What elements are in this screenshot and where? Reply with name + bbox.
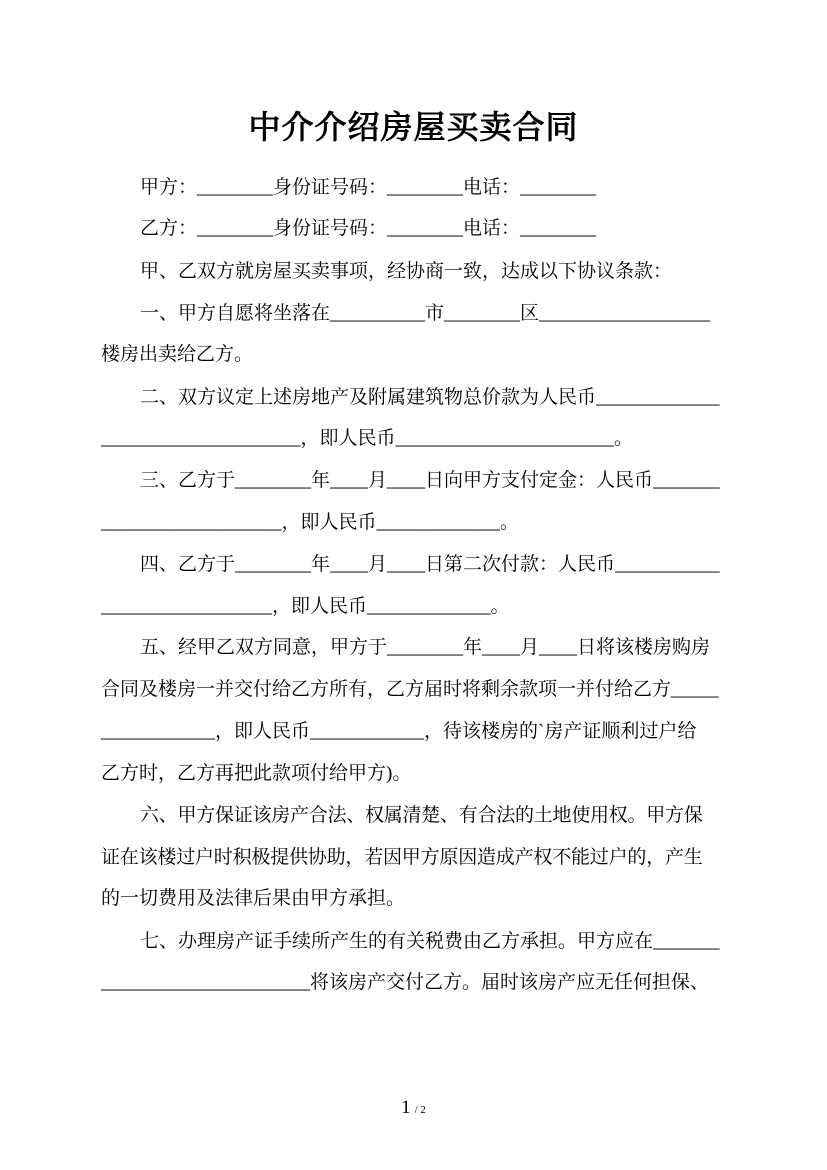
total-price-blank-cont: _____________________ xyxy=(101,428,301,449)
party-b-line xyxy=(140,217,596,241)
period: 。 xyxy=(614,428,634,449)
clause-3-text-2: 日向甲方支付定金：人民币 xyxy=(425,470,654,491)
clause-5-text-2: 日将该楼房购房 xyxy=(577,637,711,658)
rmb-label: ，即人民币 xyxy=(215,721,311,742)
year-label: 年 xyxy=(463,637,483,658)
clause-6-text-3: 的一切费用及法律后果由甲方承担。 xyxy=(101,888,406,909)
party-b-phone-blank: ________ xyxy=(520,218,597,239)
deposit-month-blank: ____ xyxy=(330,470,369,491)
clause-5-line-4 xyxy=(101,762,411,786)
city-blank: __________ xyxy=(330,303,426,324)
district-blank: ________ xyxy=(444,303,521,324)
clause-5-text-3: 合同及楼房一并交付给乙方所有，乙方届时将剩余款项一并付给乙方 xyxy=(101,679,672,700)
clause-1-line-cont xyxy=(101,343,253,367)
party-b-id-label: 身份证号码： xyxy=(273,218,388,239)
second-payment-amount-blank-cont: __________________ xyxy=(101,596,272,617)
rmb-label: ，即人民币 xyxy=(281,512,377,533)
month-label: 月 xyxy=(368,470,388,491)
month-label: 月 xyxy=(520,637,540,658)
deposit-words-blank: _____________ xyxy=(376,512,501,533)
clause-6-text-2: 证在该楼过户时积极提供协助，若因甲方原因造成产权不能过户的，产生 xyxy=(101,847,703,868)
remaining-amount-blank: _____ xyxy=(671,679,719,700)
district-label: 区 xyxy=(520,303,540,324)
page-number-current: 1 xyxy=(401,1097,411,1118)
handover-month-blank: ____ xyxy=(482,637,521,658)
clause-6-line xyxy=(140,804,703,828)
party-a-name-blank: ________ xyxy=(197,177,274,198)
clause-5-line-3 xyxy=(101,720,696,744)
page-number-total: / 2 xyxy=(414,1104,426,1116)
total-price-words-blank: _______________________ xyxy=(395,428,615,449)
clause-3-line-cont xyxy=(101,511,519,535)
party-b-id-blank: ________ xyxy=(387,218,464,239)
address-blank: __________________ xyxy=(539,303,711,324)
handover-day-blank: ____ xyxy=(539,637,578,658)
clause-6-line-3 xyxy=(101,887,405,911)
year-label: 年 xyxy=(311,554,331,575)
period: 。 xyxy=(490,596,510,617)
party-a-id-blank: ________ xyxy=(387,177,464,198)
party-a-id-label: 身份证号码： xyxy=(273,177,388,198)
clause-4-line-cont xyxy=(101,595,510,619)
party-a-line xyxy=(140,176,596,200)
party-a-phone-label: 电话： xyxy=(463,177,521,198)
clause-7-text: 七、办理房产证手续所产生的有关税费由乙方承担。甲方应在 xyxy=(140,931,654,952)
clause-2-line-cont xyxy=(101,427,633,451)
rmb-label: ，即人民币 xyxy=(272,596,368,617)
deposit-day-blank: ____ xyxy=(387,470,426,491)
preamble-line xyxy=(140,260,672,284)
total-price-blank: _____________ xyxy=(596,387,720,408)
party-b-phone-label: 电话： xyxy=(463,218,521,239)
document-title: 中介介绍房屋买卖合同 xyxy=(248,109,579,145)
delivery-date-blank: _______ xyxy=(653,931,720,952)
clause-1-line xyxy=(140,302,710,326)
handover-year-blank: ________ xyxy=(387,637,464,658)
delivery-date-blank-cont: ______________________ xyxy=(101,972,310,993)
period: 。 xyxy=(500,512,520,533)
second-payment-year-blank: ________ xyxy=(235,554,312,575)
clause-5-line xyxy=(140,636,710,660)
second-payment-amount-blank: ___________ xyxy=(615,554,720,575)
clause-2-line xyxy=(140,386,720,410)
clause-5-text-4: ，待该楼房的`房产证顺利过户给 xyxy=(424,721,697,742)
remaining-amount-blank-cont: ____________ xyxy=(101,721,215,742)
clause-7-text-2: 将该房产交付乙方。届时该房产应无任何担保、 xyxy=(310,972,710,993)
city-label: 市 xyxy=(425,303,445,324)
year-label: 年 xyxy=(311,470,331,491)
clause-5-text-5: 乙方时，乙方再把此款项付给甲方)。 xyxy=(101,763,412,784)
deposit-amount-blank: _______ xyxy=(653,470,720,491)
party-a-label: 甲方： xyxy=(140,177,198,198)
clause-3-text: 三、乙方于 xyxy=(140,470,236,491)
party-b-label: 乙方： xyxy=(140,218,198,239)
clause-1-text: 一、甲方自愿将坐落在 xyxy=(140,303,331,324)
clause-7-line xyxy=(140,930,720,954)
clause-7-line-2 xyxy=(101,971,709,995)
party-a-phone-blank: ________ xyxy=(520,177,597,198)
preamble-text: 甲、乙双方就房屋买卖事项，经协商一致，达成以下协议条款： xyxy=(140,261,673,282)
month-label: 月 xyxy=(368,554,388,575)
page-number xyxy=(0,1096,827,1122)
clause-4-text-2: 日第二次付款：人民币 xyxy=(425,554,616,575)
clause-5-text: 五、经甲乙双方同意，甲方于 xyxy=(140,637,388,658)
clause-4-text: 四、乙方于 xyxy=(140,554,236,575)
clause-6-text: 六、甲方保证该房产合法、权属清楚、有合法的土地使用权。甲方保 xyxy=(140,805,703,826)
clause-1-text-cont: 楼房出卖给乙方。 xyxy=(101,344,254,365)
second-payment-month-blank: ____ xyxy=(330,554,369,575)
second-payment-day-blank: ____ xyxy=(387,554,426,575)
deposit-year-blank: ________ xyxy=(235,470,312,491)
clause-4-line xyxy=(140,553,720,577)
second-payment-words-blank: _____________ xyxy=(367,596,491,617)
rmb-label: ，即人民币 xyxy=(300,428,396,449)
clause-6-line-2 xyxy=(101,846,703,870)
remaining-words-blank: ____________ xyxy=(310,721,425,742)
clause-2-text: 二、双方议定上述房地产及附属建筑物总价款为人民币 xyxy=(140,387,597,408)
party-b-name-blank: ________ xyxy=(197,218,274,239)
deposit-amount-blank-cont: ___________________ xyxy=(101,512,282,533)
clause-3-line xyxy=(140,469,720,493)
clause-5-line-2 xyxy=(101,678,719,702)
